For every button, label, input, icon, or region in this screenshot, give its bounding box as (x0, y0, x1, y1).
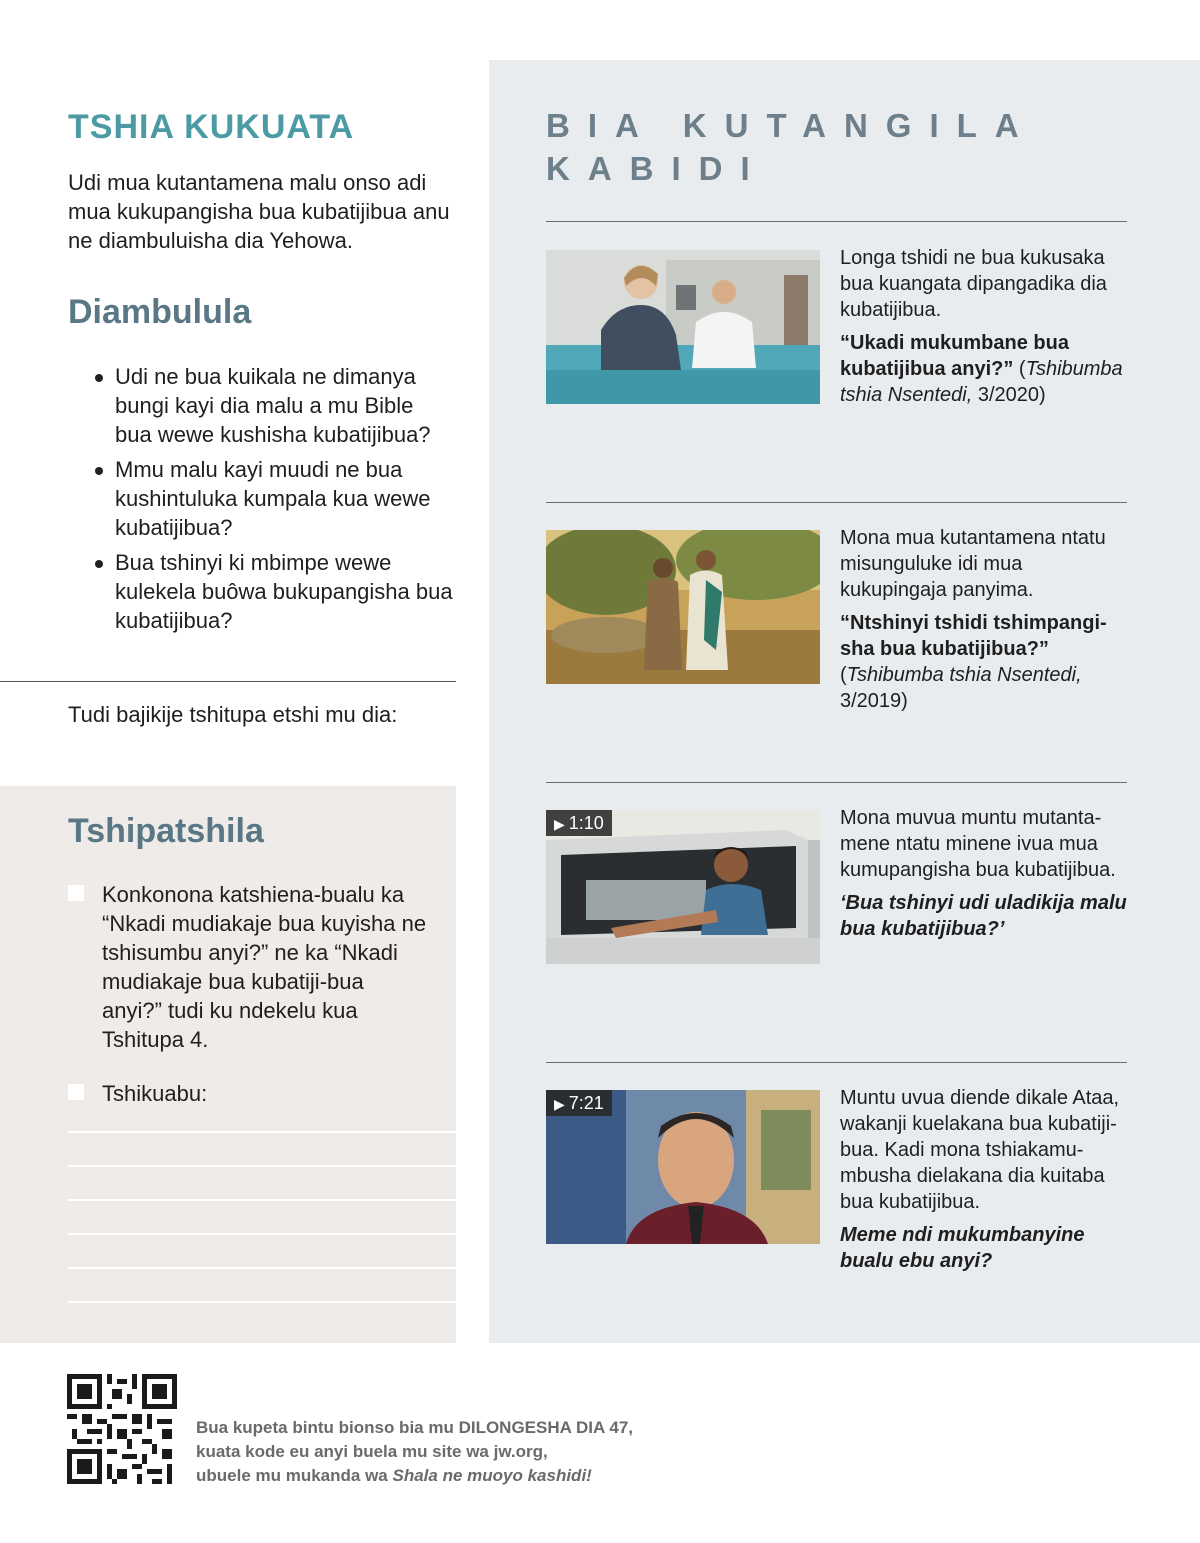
item-description: Mona mua kutantamena ntatu misunguluke idi mua kukupingaja panyima. (840, 527, 1106, 601)
explore-item-text (840, 525, 1130, 721)
video-duration: 1:10 (568, 813, 604, 833)
write-in-line[interactable] (68, 1199, 456, 1201)
source-issue: 3/2020) (972, 384, 1046, 406)
article-title-link[interactable]: “Ukadi mukumbane bua kubatijibua anyi?” (840, 332, 1069, 380)
qr-code-icon[interactable] (67, 1374, 177, 1484)
write-in-line[interactable] (68, 1165, 456, 1167)
write-in-line[interactable] (68, 1233, 456, 1235)
qr-code-graphic (67, 1374, 177, 1484)
play-icon: ▶ (554, 816, 565, 832)
item-description: Longa tshidi ne bua kukusaka bua kuangata dipangadika dia kubatijibua. (840, 247, 1107, 321)
video-title-link[interactable]: ‘Bua tshinyi udi uladikija malu bua kubatijibua?’ (840, 892, 1127, 940)
source-open: ( (1013, 358, 1026, 380)
assignment-task (68, 880, 428, 1054)
item-divider (546, 782, 1127, 783)
footer-line3-a: ubuele mu mukanda wa (196, 1466, 393, 1485)
article-title-link[interactable]: “Ntshinyi tshidi tshimpangi-sha bua kubatijibua?” (840, 612, 1107, 660)
explore-item-text (840, 245, 1130, 415)
footer-line2: kuata kode eu anyi buela mu site wa jw.org, (196, 1442, 548, 1461)
reflect-question-text: Bua tshinyi ki mbimpe wewe kulekela buôwa bukupangisha bua kubatijibua? (115, 550, 453, 633)
reflect-question-list (93, 362, 453, 641)
review-title: TSHIA KUKUATA (68, 108, 355, 146)
source-open: ( (840, 664, 847, 686)
item-description: Muntu uvua diende dikale Ataa, wakanji kuelakana bua kubatiji-bua. Kadi mona tshiakamu-mbusha dielakana dia kuitaba bua kubatijibua. (840, 1087, 1120, 1213)
item-description: Mona muvua muntu mutanta-mene ntatu minene ivua mua kumupangisha bua kubatijibua. (840, 807, 1116, 881)
reflect-question (93, 548, 453, 635)
footer-line1-a: Bua kupeta bintu bionso bia mu (196, 1418, 459, 1437)
play-icon: ▶ (554, 1096, 565, 1112)
footer-book-title: Shala ne muoyo kashidi! (392, 1466, 592, 1485)
video-duration: 7:21 (568, 1093, 604, 1113)
assignment-task-other (68, 1079, 428, 1108)
write-in-line[interactable] (68, 1301, 456, 1303)
item-divider (546, 502, 1127, 503)
footer-lesson-ref: DILONGESHA DIA 47, (458, 1418, 633, 1437)
reflect-question (93, 362, 453, 449)
source-name: Tshibumba tshia Nsentedi, (846, 664, 1082, 686)
section-divider (0, 681, 456, 682)
write-in-line[interactable] (68, 1131, 456, 1133)
bullet-icon (95, 560, 103, 568)
bible-scene-thumbnail[interactable] (546, 530, 820, 684)
assignment-box (0, 786, 456, 1343)
review-body: Udi mua kutantamena malu onso adi mua kukupangisha bua kubatijibua anu ne diambuluisha dia Yehowa. (68, 170, 450, 253)
explore-item-text (840, 1085, 1130, 1281)
footer-text (196, 1416, 716, 1488)
assignment-task-text: Konkonona katshiena-bualu ka “Nkadi mudiakaje bua kuyisha ne tshisumbu anyi?” ne ka “Nkadi mudiakaje bua kubatiji-bua anyi?” tudi ku ndekelu kua Tshitupa 4. (102, 882, 427, 1052)
reflect-question-text: Udi ne bua kuikala ne dimanya bungi kayi dia malu a mu Bible bua wewe kushisha kubatijibua? (115, 364, 431, 447)
write-in-line[interactable] (68, 1267, 456, 1269)
assignment-task-text: Tshikuabu: (102, 1081, 208, 1106)
item-divider (546, 1062, 1127, 1063)
bible-scene-painting-icon (546, 530, 820, 684)
video-thumbnail-smiling-man[interactable] (546, 1090, 820, 1244)
explore-title: BIA KUTANGILA KABIDI (546, 107, 1036, 187)
bullet-icon (95, 374, 103, 382)
assignment-title: Tshipatshila (68, 812, 264, 850)
completion-date-label: Tudi bajikije tshitupa etshi mu dia: (68, 702, 398, 727)
source-issue: 3/2019) (840, 690, 908, 712)
baptism-photo-icon (546, 250, 820, 404)
baptism-photo-thumbnail[interactable] (546, 250, 820, 404)
item-divider (546, 221, 1127, 222)
article-reference (840, 610, 1130, 714)
checkbox[interactable] (68, 885, 84, 901)
video-title-link[interactable]: Meme ndi mukumbanyine bualu ebu anyi? (840, 1224, 1085, 1272)
checkbox[interactable] (68, 1084, 84, 1100)
video-duration-badge (546, 810, 612, 836)
reflect-title: Diambulula (68, 293, 252, 331)
reflect-question (93, 455, 453, 542)
article-reference (840, 330, 1130, 408)
video-thumbnail-man-in-car[interactable] (546, 810, 820, 964)
video-duration-badge (546, 1090, 612, 1116)
source-name: Tshibumba tshia Nsentedi, (840, 358, 1123, 406)
explore-item-text (840, 805, 1130, 949)
bullet-icon (95, 467, 103, 475)
reflect-question-text: Mmu malu kayi muudi ne bua kushintuluka kumpala kua wewe kubatijibua? (115, 457, 431, 540)
